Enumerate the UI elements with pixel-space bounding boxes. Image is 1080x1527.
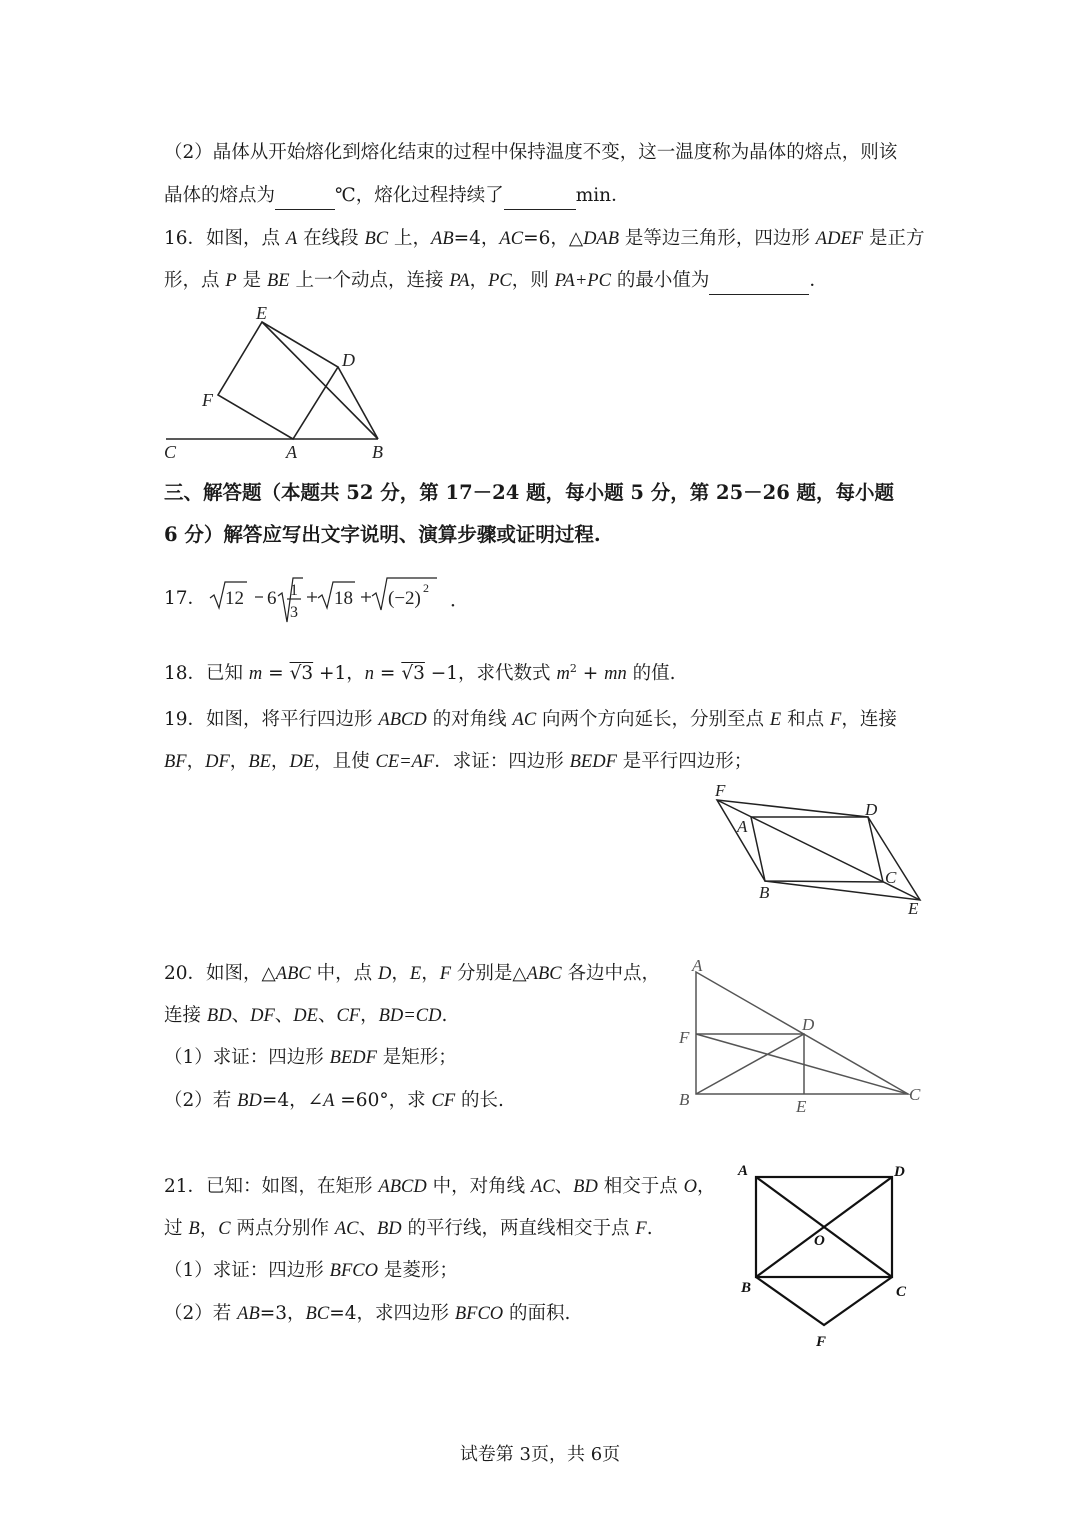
q16-t: A <box>285 229 298 249</box>
q16-t: 形，点 <box>164 270 226 291</box>
q19-label-F: F <box>715 781 726 800</box>
q16-t: ，则 <box>511 270 555 291</box>
q20-t: CF <box>336 1006 361 1026</box>
q21-part1 <box>164 1258 458 1284</box>
q20-t: 、 <box>317 1005 337 1026</box>
q18-t: 2 <box>569 662 577 675</box>
q21-t: AC <box>531 1177 555 1197</box>
q20-label-B: B <box>679 1090 690 1109</box>
q21-label-O: O <box>814 1233 825 1249</box>
q16-t: =4， <box>453 228 500 249</box>
q20-t: ， <box>421 963 440 984</box>
q16-t: 是正方 <box>863 228 925 249</box>
q21-t: 是菱形； <box>377 1260 458 1281</box>
q20-t: BD <box>206 1006 232 1026</box>
q16-label-A: A <box>286 442 297 462</box>
q20-t: BD=CD <box>378 1006 442 1026</box>
q18-line <box>164 656 675 687</box>
q16-t: PA+PC <box>554 271 611 291</box>
q20-label-E: E <box>796 1097 807 1116</box>
q20-label-A: A <box>692 956 703 975</box>
q21-t: 、 <box>358 1218 377 1239</box>
q21-t: 的平行线，两直线相交于点 <box>401 1218 636 1239</box>
q21-t: 过 <box>164 1218 189 1239</box>
duration-blank <box>504 183 576 210</box>
q16-line2 <box>164 268 828 295</box>
q21-line2 <box>164 1216 653 1242</box>
q20-line2 <box>164 1003 447 1029</box>
q19-t: BEDF <box>569 752 617 772</box>
q19-t: DF <box>205 752 230 772</box>
q19-line1 <box>164 707 897 733</box>
q21-label-D: D <box>894 1164 905 1180</box>
q21-t: C <box>218 1219 231 1239</box>
q21-t: 中，对角线 <box>426 1176 532 1197</box>
q20-t: （1）求证：四边形 <box>164 1047 330 1068</box>
q20-t: E <box>409 964 422 984</box>
q20-part1 <box>164 1045 457 1071</box>
q19-t: ABCD <box>378 710 427 730</box>
q21-t: BD <box>376 1219 402 1239</box>
q20-t: =60°，求 <box>334 1090 432 1111</box>
q21-t: BD <box>573 1177 598 1197</box>
q16-t: =6，△ <box>523 228 584 249</box>
q16-t: 16．如图，点 <box>164 228 286 249</box>
q21-line1 <box>164 1174 716 1200</box>
q17-t3: 3 <box>290 604 298 621</box>
q19-line2 <box>164 749 752 775</box>
q20-part2 <box>164 1088 504 1114</box>
q18-t: 18．已知 <box>164 663 249 685</box>
q19-t: ，且使 <box>314 751 376 772</box>
q20-t: ABC <box>526 964 562 984</box>
q19-t: AC <box>512 710 537 730</box>
q21-label-A: A <box>738 1163 749 1179</box>
q16-t: AB <box>431 229 454 249</box>
q19-t: CE=AF <box>375 752 435 772</box>
q18-sqrt: √3 <box>289 663 314 685</box>
q19-label-D: D <box>865 800 878 819</box>
q21-label-C: C <box>896 1284 907 1300</box>
q16-t: P <box>225 271 237 291</box>
q16-t: 是等边三角形，四边形 <box>619 228 816 249</box>
q21-t: 相交于点 <box>597 1176 684 1197</box>
q21-t: BC <box>305 1304 330 1324</box>
q16-t: ADEF <box>815 229 864 249</box>
q19-t: ， <box>186 751 206 772</box>
q16-t: PA <box>449 271 470 291</box>
q19-t: ．求证：四边形 <box>434 751 570 772</box>
q20-t: BD <box>237 1091 262 1111</box>
q16-t: AC <box>499 229 524 249</box>
q18-t: n <box>364 664 375 685</box>
q16-label-C: C <box>164 442 177 462</box>
q17-t12: 12 <box>225 588 244 609</box>
q16-t: DAB <box>583 229 620 249</box>
q21-t: AB <box>237 1304 260 1324</box>
q16-t: BE <box>266 271 290 291</box>
q21-t: ， <box>199 1218 219 1239</box>
q21-t: （1）求证：四边形 <box>164 1260 330 1281</box>
q19-t: ， <box>229 751 249 772</box>
q21-t: BFCO <box>329 1261 378 1281</box>
q20-t: . <box>441 1005 448 1026</box>
q16-label-E: E <box>256 303 267 323</box>
q16-t: BC <box>364 229 389 249</box>
q16-label-D: D <box>342 350 355 370</box>
q16-t: 的最小值为 <box>610 270 710 291</box>
q21-t: . <box>646 1218 653 1239</box>
q20-t: 20．如图，△ <box>164 963 276 984</box>
q19-t: BF <box>164 752 187 772</box>
q20-t: =4，∠ <box>261 1090 324 1111</box>
q16-t: ， <box>469 270 489 291</box>
q16-label-F: F <box>202 390 213 410</box>
q19-label-E: E <box>908 899 919 918</box>
q19-t: E <box>769 710 782 730</box>
q15-text-c: min． <box>575 185 630 206</box>
q20-t: ， <box>391 963 410 984</box>
q17-t1: 1 <box>290 582 298 599</box>
q16-t: 是 <box>236 270 267 291</box>
q21-t: 的面积. <box>503 1303 571 1324</box>
q18-sqrt: √3 <box>401 663 425 685</box>
q19-t: 19．如图，将平行四边形 <box>164 709 379 730</box>
q20-t: CF <box>431 1091 456 1111</box>
q18-t: + <box>576 663 605 685</box>
q15-part2-line2 <box>164 183 630 210</box>
q16-label-B: B <box>372 442 383 462</box>
q21-figure <box>734 1160 924 1350</box>
q20-t: A <box>323 1091 335 1111</box>
q17-tsq: 2 <box>423 581 429 595</box>
q19-t: ， <box>270 751 290 772</box>
q17-end: ． <box>450 590 470 611</box>
q21-part2 <box>164 1301 570 1327</box>
q16-t: 上一个动点，连接 <box>289 270 450 291</box>
q17-expression <box>205 570 505 630</box>
q17-number: 17． <box>164 588 207 609</box>
q18-t: +1， <box>313 663 365 685</box>
q19-label-C: C <box>885 868 897 887</box>
q21-t: 两点分别作 <box>230 1218 335 1239</box>
q15-text-a: 晶体的熔点为 <box>164 185 276 206</box>
q20-t: 是矩形； <box>376 1047 457 1068</box>
q20-t: ， <box>360 1005 379 1026</box>
q16-line1 <box>164 226 924 252</box>
q21-t: BFCO <box>454 1304 504 1324</box>
q16-t: ． <box>809 270 828 291</box>
q20-t: 分别是△ <box>451 963 527 984</box>
q21-t: ABCD <box>378 1177 427 1197</box>
q19-t: 向两个方向延长，分别至点 <box>536 709 770 730</box>
q18-t: 的值. <box>626 663 676 685</box>
q21-label-B: B <box>741 1280 752 1296</box>
q15-part2-line1: （2）晶体从开始熔化到熔化结束的过程中保持温度不变，这一温度称为晶体的熔点，则该 <box>164 142 898 163</box>
q21-t: B <box>188 1219 200 1239</box>
q20-t: 的长. <box>455 1090 504 1111</box>
melting-point-blank <box>275 183 335 210</box>
q18-t: m <box>248 664 263 685</box>
q21-t: （2）若 <box>164 1303 238 1324</box>
q21-t: F <box>635 1219 647 1239</box>
q20-t: DF <box>250 1006 275 1026</box>
q20-figure <box>672 952 932 1117</box>
q19-t: BE <box>248 752 271 772</box>
q20-t: 中，点 <box>310 963 378 984</box>
q17-t18: 18 <box>334 588 353 609</box>
q21-t: O <box>683 1177 697 1197</box>
q21-t: 、 <box>554 1176 574 1197</box>
q17-tm2: (−2) <box>388 588 421 609</box>
q20-label-C: C <box>909 1085 921 1104</box>
section3-heading-line1: 三、解答题（本题共 52 分，第 17－24 题，每小题 5 分，第 25－26 题，每小题 <box>164 481 895 504</box>
q18-t: 3 <box>413 663 425 685</box>
q20-line1 <box>164 961 660 987</box>
q21-t: =3， <box>259 1303 306 1324</box>
q20-t: ABC <box>275 964 311 984</box>
q20-t: F <box>439 964 452 984</box>
q21-t: =4，求四边形 <box>329 1303 455 1324</box>
q18-t: = <box>262 663 290 685</box>
q19-label-A: A <box>737 817 748 836</box>
q21-t: 21．已知：如图，在矩形 <box>164 1176 379 1197</box>
q20-t: BEDF <box>329 1048 377 1068</box>
q20-label-D: D <box>802 1015 815 1034</box>
q19-t: 是平行四边形； <box>616 751 753 772</box>
q20-t: 、 <box>231 1005 251 1026</box>
q21-label-F: F <box>816 1334 827 1350</box>
q20-t: D <box>378 964 392 984</box>
q19-label-B: B <box>759 883 770 902</box>
q21-t: ， <box>696 1176 716 1197</box>
q20-t: 、 <box>274 1005 294 1026</box>
q19-t: 的对角线 <box>426 709 513 730</box>
q18-t: = <box>374 663 402 685</box>
q16-figure <box>160 302 400 462</box>
q17-t6: 6 <box>267 588 277 609</box>
q19-figure <box>705 780 930 920</box>
section3-heading-line2: 6 分）解答应写出文字说明、演算步骤或证明过程. <box>164 523 601 546</box>
q20-t: （2）若 <box>164 1090 238 1111</box>
q19-t: ，连接 <box>841 709 897 730</box>
q20-label-F: F <box>679 1028 690 1047</box>
q20-t: 各边中点， <box>561 963 660 984</box>
q21-t: AC <box>334 1219 359 1239</box>
q19-t: DE <box>289 752 315 772</box>
min-value-blank <box>709 268 809 295</box>
q16-t: PC <box>488 271 512 291</box>
q18-t: −1，求代数式 <box>424 663 557 685</box>
q19-t: F <box>830 710 842 730</box>
q18-t: 3 <box>301 663 314 685</box>
q15-text-b: ℃，熔化过程持续了 <box>335 185 504 206</box>
q19-t: 和点 <box>781 709 830 730</box>
q20-t: DE <box>293 1006 318 1026</box>
q16-t: 上， <box>388 228 432 249</box>
page-footer: 试卷第 3页，共 6页 <box>459 1444 621 1465</box>
q18-t: mn <box>604 664 627 685</box>
q20-t: 连接 <box>164 1005 207 1026</box>
q16-t: 在线段 <box>297 228 365 249</box>
q18-t: m <box>556 664 570 685</box>
